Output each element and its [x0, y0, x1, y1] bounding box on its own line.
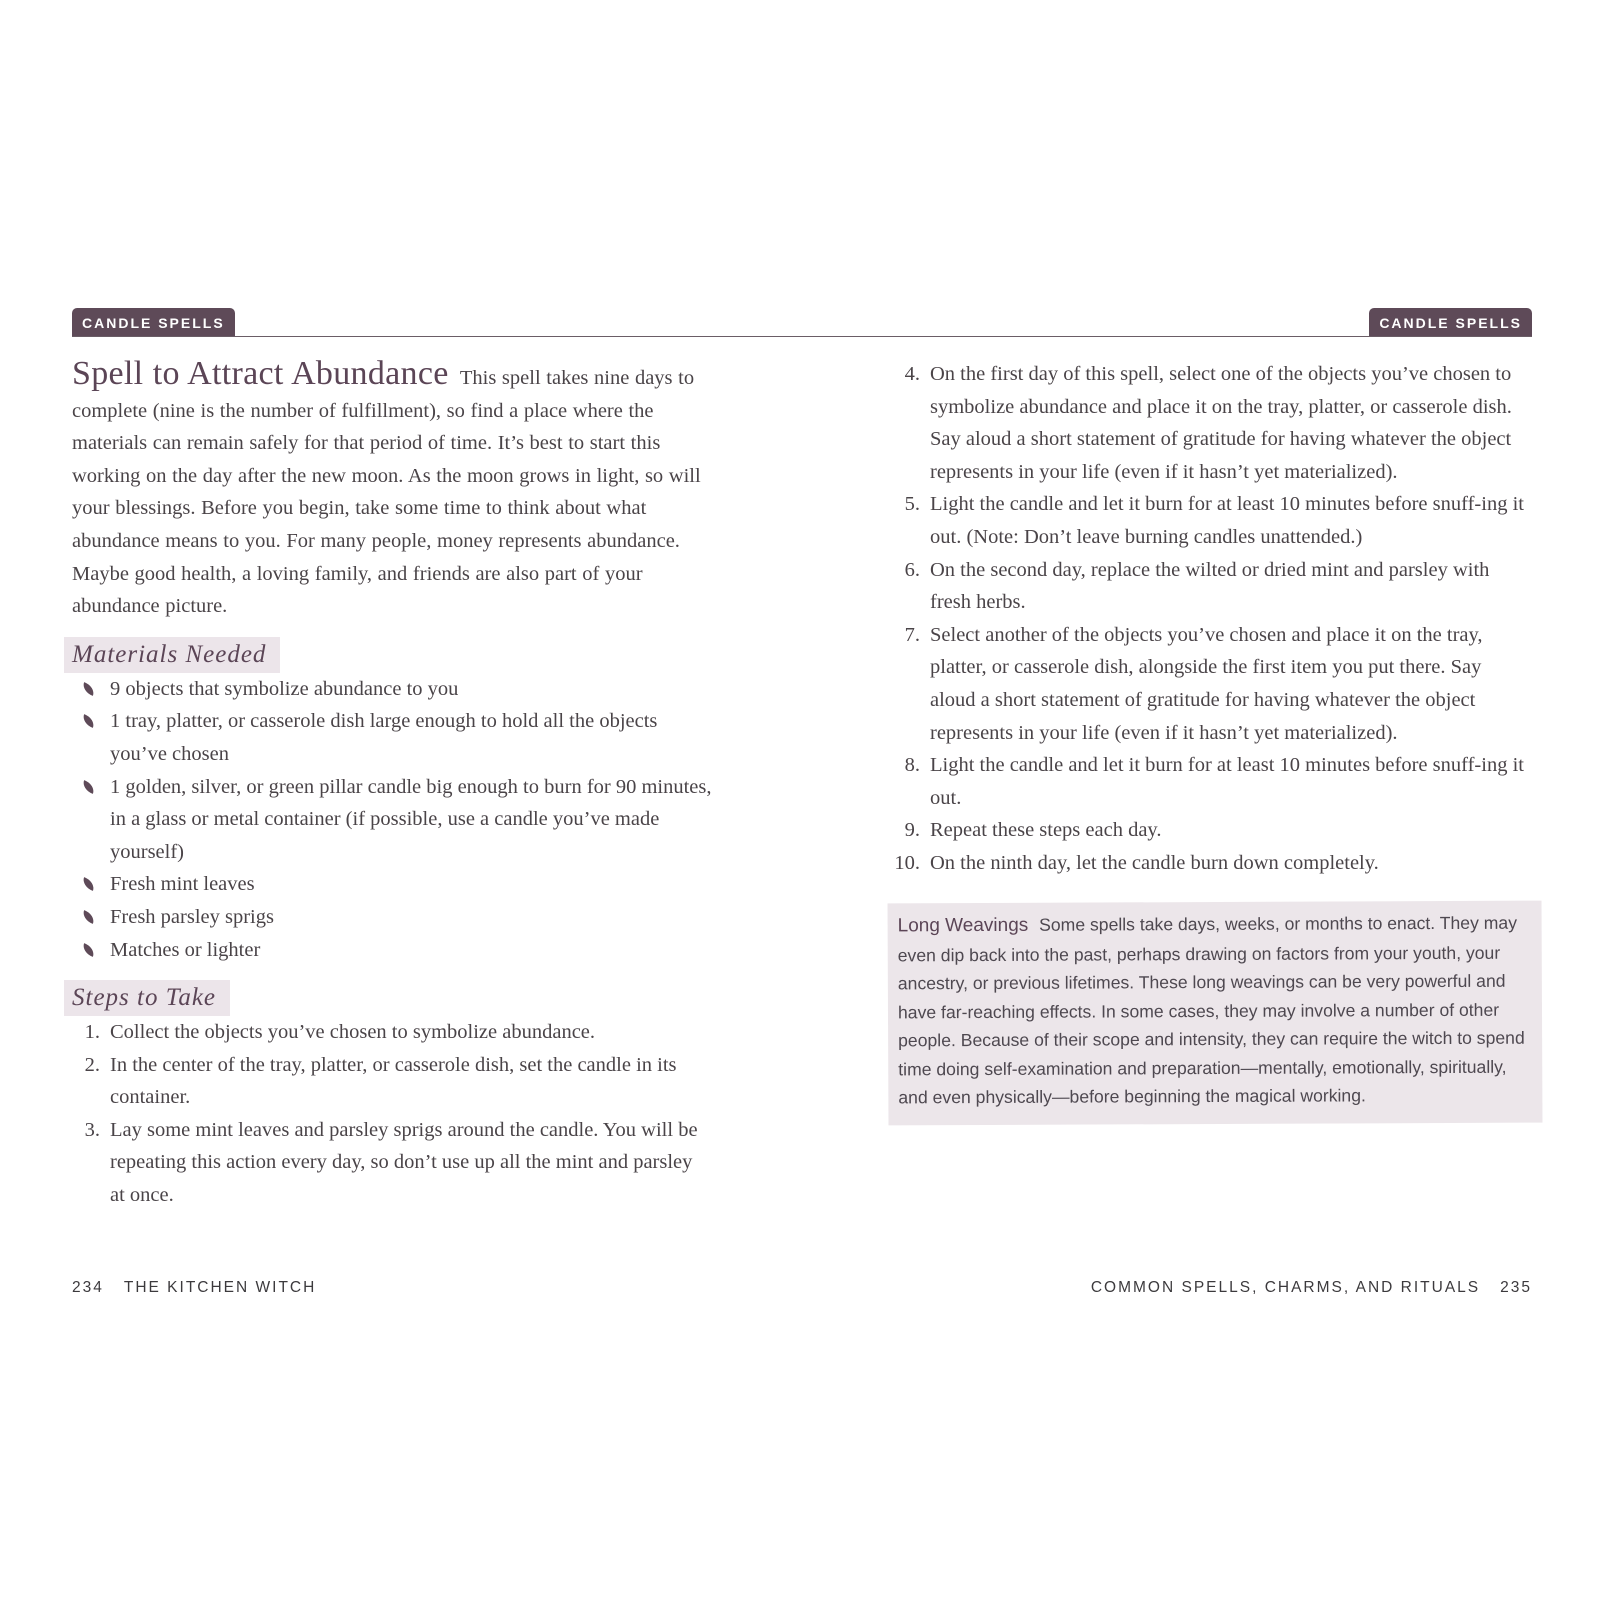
- step-item: 6. On the second day, replace the wilted or dried mint and parsley with fresh herbs.: [904, 558, 1490, 614]
- right-page-column: [892, 358, 1532, 880]
- list-item: Fresh mint leaves: [72, 868, 712, 901]
- spell-intro-text: This spell takes nine days to complete (nine is the number of fulfillment), so find a place where the materials can remain safely for that period of time. It’s best to start this working on the day after the new moon. As the moon grows in light, so will your blessings. Before you begin, take some time to think about what abundance means to you. For many people, money represents abundance. Maybe good health, a loving family, and friends are also part of your abundance picture.: [72, 367, 701, 618]
- left-page-column: [72, 355, 712, 1212]
- step-item: 7. Select another of the objects you’ve chosen and place it on the tray, platter, or casserole dish, alongside the first item you put there. Say aloud a short statement of gratitude for having whatever the object represents in your life (even if it hasn’t yet materialized).: [904, 623, 1483, 744]
- page-number-left: 234: [72, 1279, 104, 1296]
- steps-list-part-1: [72, 1016, 712, 1212]
- step-item: 10. On the ninth day, let the candle burn down completely.: [894, 851, 1379, 874]
- leaf-bullet-icon: [81, 910, 97, 924]
- list-item: 1 tray, platter, or casserole dish large enough to hold all the objects you’ve chosen: [72, 705, 712, 770]
- materials-heading: Materials Needed: [64, 637, 280, 673]
- list-item: Matches or lighter: [72, 934, 712, 967]
- leaf-bullet-icon: [81, 943, 97, 957]
- chapter-title: COMMON SPELLS, CHARMS, AND RITUALS: [1090, 1279, 1481, 1296]
- materials-list: [72, 673, 712, 966]
- leaf-bullet-icon: [81, 714, 97, 728]
- leaf-bullet-icon: [81, 877, 97, 891]
- sidebar-title: Long Weavings: [897, 914, 1029, 937]
- long-weavings-sidebar: [888, 901, 1543, 1126]
- footer-right: [1091, 1279, 1532, 1297]
- steps-heading: Steps to Take: [64, 980, 230, 1016]
- step-item: 3. Lay some mint leaves and parsley sprigs around the candle. You will be repeating this action every day, so don’t use up all the mint and parsley at once.: [84, 1118, 698, 1207]
- step-item: 5. Light the candle and let it burn for at least 10 minutes before snuff-ing it out. (Note: Don’t leave burning candles unattended.): [904, 493, 1524, 548]
- list-item: 1 golden, silver, or green pillar candle big enough to burn for 90 minutes, in a glass or metal container (if possible, use a candle you’ve made yourself): [72, 771, 712, 869]
- section-tab-left: CANDLE SPELLS: [72, 308, 235, 337]
- steps-list-part-2: [892, 358, 1532, 880]
- page-number-right: 235: [1500, 1279, 1532, 1296]
- spell-intro: [72, 355, 712, 623]
- step-item: 4. On the first day of this spell, select one of the objects you’ve chosen to symbolize abundance and place it on the tray, platter, or casserole dish. Say aloud a short statement of gratitude for having whatever the object represents in your life (even if it hasn’t yet materialized).: [904, 363, 1512, 483]
- step-item: 2. In the center of the tray, platter, or casserole dish, set the candle in its container.: [84, 1053, 677, 1109]
- leaf-bullet-icon: [81, 682, 97, 696]
- book-title: THE KITCHEN WITCH: [123, 1279, 317, 1296]
- step-item: 8. Light the candle and let it burn for at least 10 minutes before snuff-ing it out.: [904, 754, 1524, 809]
- header-rule: [72, 336, 1532, 337]
- list-item: 9 objects that symbolize abundance to you: [72, 673, 712, 706]
- spell-title: Spell to Attract Abundance: [72, 355, 449, 392]
- section-tab-right: CANDLE SPELLS: [1369, 308, 1532, 337]
- step-item: 9. Repeat these steps each day.: [904, 819, 1162, 842]
- footer-left: [72, 1279, 316, 1297]
- sidebar-text: Some spells take days, weeks, or months to enact. They may even dip back into the past, perhaps drawing on factors from your youth, your ancestry, or previous lifetimes. These long weavings can be very powerful and have far-reaching effects. In some cases, they may involve a number of other people. Because of their scope and intensity, they can require the witch to spend time doing self-examination and preparation—mentally, emotionally, spiritually, and even physically—before beginning the magical working.: [897, 912, 1525, 1108]
- list-item: Fresh parsley sprigs: [72, 901, 712, 934]
- leaf-bullet-icon: [81, 780, 97, 794]
- step-item: 1. Collect the objects you’ve chosen to symbolize abundance.: [84, 1021, 596, 1044]
